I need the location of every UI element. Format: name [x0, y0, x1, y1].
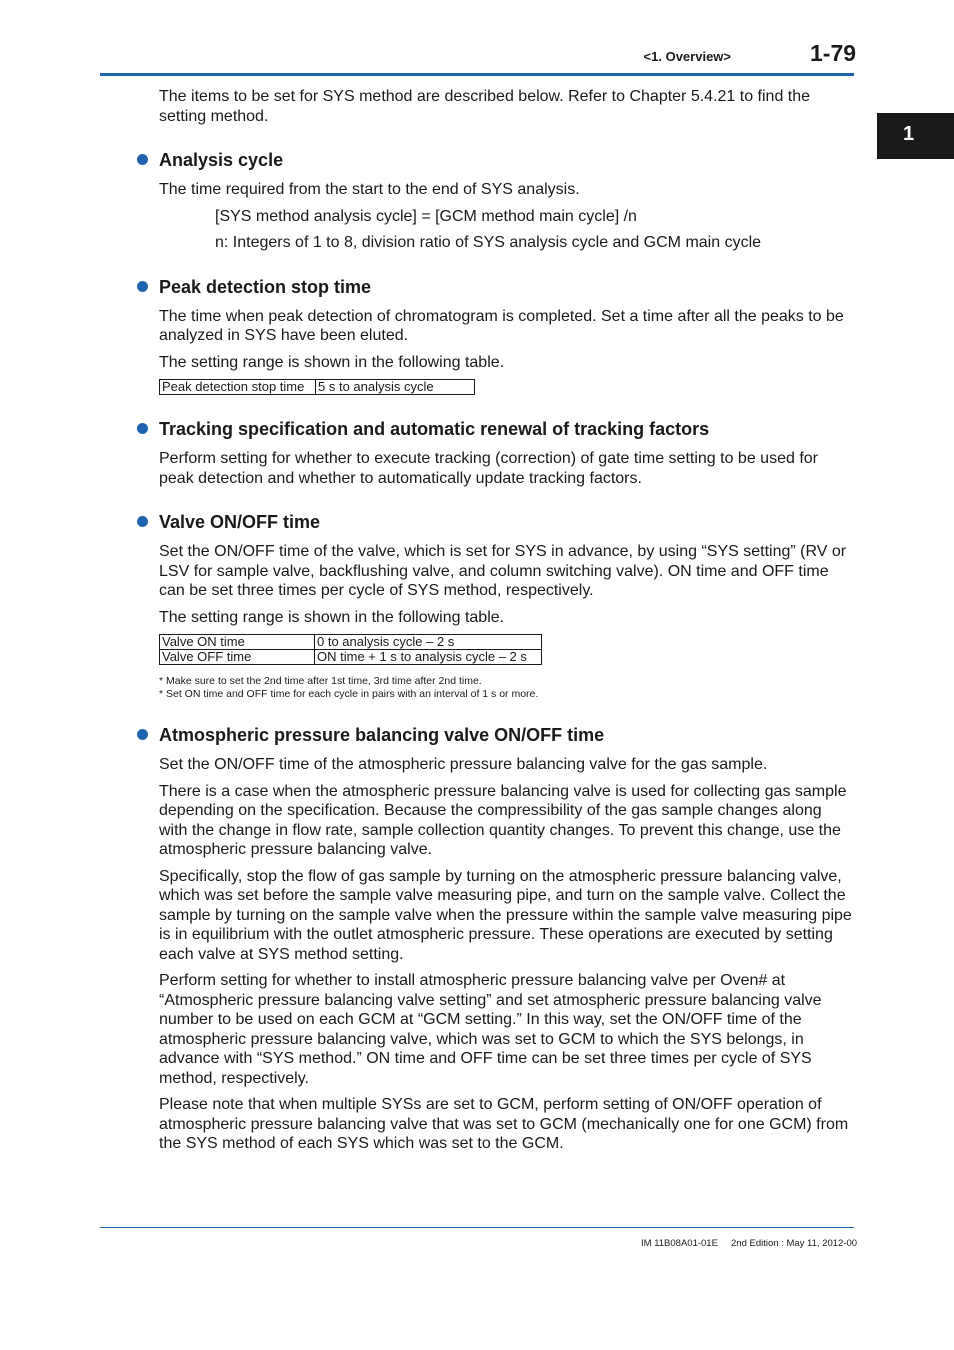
valve-table — [159, 634, 542, 665]
formula-note: n: Integers of 1 to 8, division ratio of SYS analysis cycle and GCM main cycle — [215, 234, 762, 251]
paragraph: The setting range is shown in the following table. — [159, 608, 505, 626]
table-cell: ON time + 1 s to analysis cycle – 2 s — [315, 650, 542, 665]
heading-tracking: Tracking specification and automatic renewal of tracking factors — [137, 418, 854, 440]
paragraph: Set the ON/OFF time of the atmospheric pressure balancing valve for the gas sample. — [159, 756, 768, 773]
table-row — [160, 635, 542, 650]
paragraph: The time required from the start to the end of SYS analysis. — [159, 181, 580, 198]
heading-valve: Valve ON/OFF time — [137, 511, 854, 533]
heading-peak-detection: Peak detection stop time — [137, 276, 854, 298]
paragraph: Specifically, stop the flow of gas sample by turning on the atmospheric pressure balancing valve, which was set before the sample valve measuring pipe, and turn on the sample valve. Collect the sample by turning on the sample valve when the pressure within the sample valve measuring pipe is in equilibrium with the outlet atmospheric pressure. These operations are executed by setting each valve at SYS method setting. — [159, 867, 852, 963]
page-content — [159, 87, 854, 1161]
heading-analysis-cycle: Analysis cycle — [137, 149, 854, 171]
paragraph: The time when peak detection of chromatogram is completed. Set a time after all the peaks to be analyzed in SYS have been eluted. — [159, 307, 844, 344]
section-header: <1. Overview> — [643, 49, 731, 64]
note: * Set ON time and OFF time for each cycle in pairs with an interval of 1 s or more. — [159, 688, 539, 700]
table-row — [160, 380, 475, 395]
footer-edition: 2nd Edition : May 11, 2012-00 — [731, 1238, 858, 1249]
bullet-icon — [137, 423, 148, 434]
paragraph: Perform setting for whether to execute tracking (correction) of gate time setting to be used for peak detection and whether to automatically update tracking factors. — [159, 450, 818, 487]
table-cell: Valve OFF time — [160, 650, 315, 665]
bullet-icon — [137, 154, 148, 165]
table-cell: 0 to analysis cycle – 2 s — [315, 635, 542, 650]
table-notes — [159, 675, 854, 701]
chapter-tab — [877, 113, 954, 159]
table-cell: Valve ON time — [160, 635, 315, 650]
page-number: 1-79 — [810, 40, 857, 66]
note: * Make sure to set the 2nd time after 1st time, 3rd time after 2nd time. — [159, 675, 482, 687]
paragraph: Please note that when multiple SYSs are set to GCM, perform setting of ON/OFF operation of atmospheric pressure balancing valve that was set to GCM (mechanically one for one GCM) from the SYS method of each SYS which was set to the GCM. — [159, 1096, 849, 1152]
table-row — [160, 650, 542, 665]
footer-doc-id: IM 11B08A01-01E — [641, 1238, 718, 1249]
paragraph: The setting range is shown in the following table. — [159, 353, 505, 371]
heading-atmospheric: Atmospheric pressure balancing valve ON/OFF time — [137, 724, 854, 746]
bullet-icon — [137, 516, 148, 527]
peak-detection-table — [159, 379, 475, 395]
footer-rule — [100, 1227, 854, 1228]
paragraph: Set the ON/OFF time of the valve, which is set for SYS in advance, by using “SYS setting” (RV or LSV for sample valve, backflushing valve, and column switching valve). ON time and OFF time can be set three times per cycle of SYS method, respectively. — [159, 543, 847, 599]
paragraph: There is a case when the atmospheric pressure balancing valve is used for collecting gas sample depending on the specification. Because the compressibility of the gas sample changes along with the change in flow rate, sample collection quantity changes. To prevent this change, use the atmospheric pressure balancing valve. — [159, 782, 847, 858]
bullet-icon — [137, 281, 148, 292]
table-cell: Peak detection stop time — [160, 380, 316, 395]
table-cell: 5 s to analysis cycle — [316, 380, 475, 395]
formula: [SYS method analysis cycle] = [GCM method main cycle] /n — [215, 207, 637, 225]
header-rule — [100, 73, 854, 76]
paragraph: Perform setting for whether to install atmospheric pressure balancing valve per Oven# at “Atmospheric pressure balancing valve setting” and set atmospheric pressure balancing valve number to be used on each GCM at “GCM setting.” In this way, set the ON/OFF time of the atmospheric pressure balancing valve, which was set to GCM to which the SYS belongs, in advance with “SYS method.” ON time and OFF time can be set three times per cycle of SYS method, respectively. — [159, 972, 822, 1087]
intro-paragraph: The items to be set for SYS method are described below. Refer to Chapter 5.4.21 to find the setting method. — [159, 88, 811, 125]
chapter-tab-label: 1 — [903, 123, 915, 145]
bullet-icon — [137, 729, 148, 740]
